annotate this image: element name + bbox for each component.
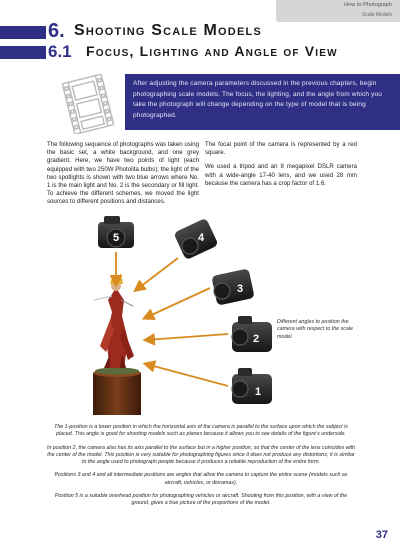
section-number: 6.1: [48, 42, 72, 61]
page-number: 37: [375, 529, 388, 541]
chapter-number: 6.: [48, 20, 65, 42]
caption-positions-3-4: Positions 3 and 4 and all intermediate positions are angles that allow the camera to capture the entire scene (models such as aircraft, vehicles, or dioramas).: [54, 472, 348, 486]
camera-label: 3: [236, 283, 244, 295]
chapter-title: Shooting Scale Models: [74, 22, 262, 39]
camera-position-2: [232, 316, 272, 352]
direction-arrows: [116, 252, 228, 386]
header-subject: Scale Models: [361, 12, 392, 18]
camera-position-3: [211, 268, 254, 305]
camera-position-5: [98, 216, 134, 248]
body-paragraph: We used a tripod and an 8 megapixel DSLR camera with a wide-angle 17-40 lens, and we used 28 mm because the camera has a crop factor of 1.6.: [205, 163, 357, 187]
caption-position-1: The 1-position is a lower position in which the horizontal axis of the camera is parallel to the surface upon which the subject is placed. This angle is good for shooting models such as planes because it allows you to see details of the figure's underside.: [54, 424, 348, 438]
camera-label: 1: [254, 386, 262, 398]
caption-position-5: Position 5 is a suitable overhead position for photographing vehicles or aircraft. Shooting from this position, with a view of the ground, gives a true picture of the proportions of the model.: [54, 493, 348, 507]
scale-model-figure: [93, 273, 141, 415]
camera-label: 4: [197, 232, 205, 244]
diagram-caption: Different angles to position the camera with respect to the scale model.: [277, 319, 353, 340]
caption-position-2: In position 2, the camera also has its axis parallel to the surface but in a higher position, so that the center of the lens coincides with the center of the model. This position is very suitable for photographing figures since it does not produce any distortions; it is similar to the angle used to photograph people because it produces a reliable reproduction of the entire form.: [47, 444, 355, 466]
intro-text: After adjusting the camera parameters discussed in the previous chapters, begin photographing scale models. The focus, the lighting, and the angle from which you take the photograph will change depending on the type of model that is being photographed.: [133, 80, 383, 119]
camera-label: 2: [252, 333, 260, 345]
camera-position-4: [173, 218, 218, 260]
section-title: Focus, Lighting and Angle of View: [86, 43, 338, 59]
camera-position-1: [232, 368, 272, 404]
body-paragraph: The following sequence of photographs was taken using the basic set, a white background, and one grey gradient. Here, we have two points of light (each equipped with two 250W Photolita bulbs); the light of the two spotlights is shown with two blue arrows where No. 1 is the main light and No. 2 is the secondary or fill light. To achieve the different schemes, we moved the light sources to different positions and distances.: [47, 141, 199, 206]
camera-label: 5: [112, 232, 120, 244]
figure-captions: [46, 424, 356, 514]
header-series: How to Photograph: [344, 2, 392, 8]
body-paragraph: The focal point of the camera is represented by a red square.: [205, 141, 357, 157]
